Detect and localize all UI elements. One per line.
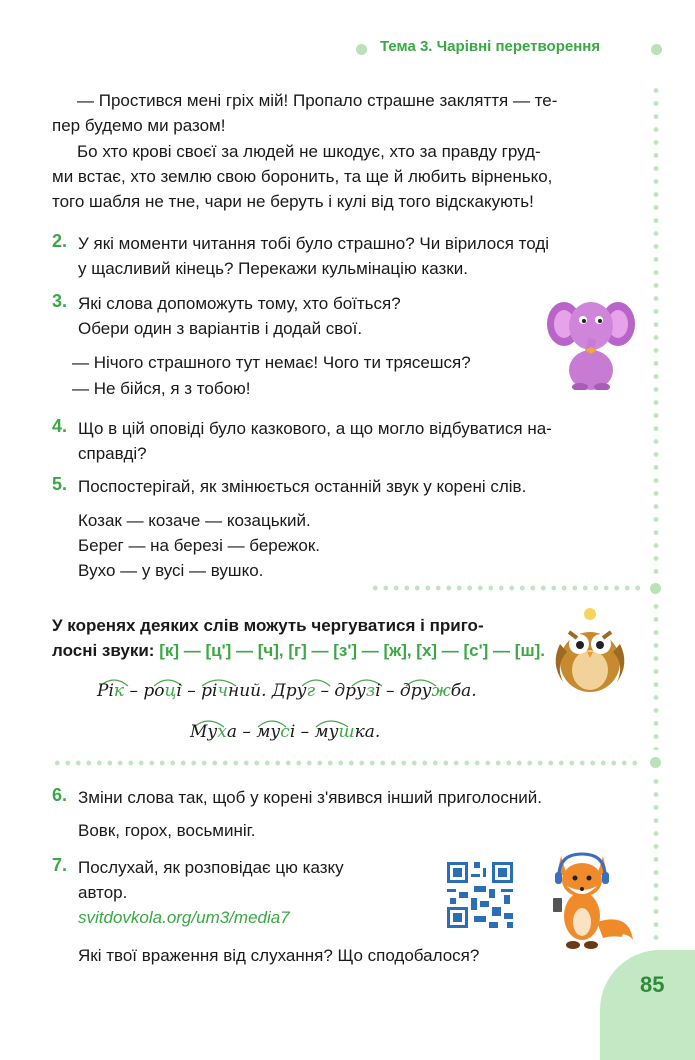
alternation-example-2: [190, 722, 380, 742]
task-3-line-2: Обери один з варіантів і додай свої.: [78, 319, 363, 338]
task-number-2: 2.: [52, 231, 68, 251]
header-dot-left: [356, 44, 367, 55]
task-number-3: 3.: [52, 291, 68, 311]
example-text: – ро: [124, 681, 165, 701]
rule-corner-dot-bottom: [650, 757, 661, 768]
task-7-line-2: автор.: [78, 883, 128, 902]
task-number-7: 7.: [52, 855, 68, 875]
rule-dotted-top: [370, 585, 645, 591]
example-text: і – му: [289, 722, 339, 742]
dotted-border-top: [653, 84, 659, 574]
fox-with-headphones-illustration: [537, 842, 637, 950]
intro-line-2: пер будемо ми разом!: [52, 116, 226, 135]
dotted-border-bottom: [653, 775, 659, 945]
example-text: і – рі: [176, 681, 218, 701]
page-corner-tab: [600, 950, 695, 1060]
intro-line-5: того шабля не тне, чари не беруть і кулі від того відскакують!: [52, 192, 534, 211]
intro-line-3: Бо хто крові своєї за людей не шкодує, хто за правду груд-: [77, 142, 541, 161]
task-2-line-2: у щасливий кінець? Перекажи кульмінацію казки.: [78, 259, 468, 278]
rule-sound-alternations: [к] — [ц'] — [ч], [г] — [з'] — [ж], [х] — [с'] — [ш].: [159, 641, 545, 660]
task-3-line-1: Які слова допоможуть тому, хто боїться?: [78, 294, 401, 313]
rule-corner-dot-top: [650, 583, 661, 594]
qr-code-icon[interactable]: [444, 859, 516, 931]
task-6-words: Вовк, горох, восьминіг.: [78, 821, 256, 840]
task-5-line-1: Поспостерігай, як змінюється останній звук у корені слів.: [78, 477, 527, 496]
task-7-line-3: Які твої враження від слухання? Що сподобалося?: [78, 946, 480, 965]
example-text: і – дру: [375, 681, 432, 701]
header-dot-right: [651, 44, 662, 55]
task-7-line-1: Послухай, як розповідає цю казку: [78, 858, 344, 877]
task-3-option-1: — Нічого страшного тут немає! Чого ти трясешся?: [72, 353, 471, 372]
task-number-5: 5.: [52, 474, 68, 494]
rule-line-2-prefix: лосні звуки:: [52, 641, 160, 660]
task-5-word-row-3: Вухо — у вусі — вушко.: [78, 561, 264, 580]
intro-line-1: — Простився мені гріх мій! Пропало страшне закляття — те-: [77, 91, 558, 110]
elephant-illustration: [546, 288, 636, 390]
example-text: а – му: [226, 722, 281, 742]
page-header: Тема 3. Чарівні перетворення: [380, 38, 601, 55]
owl-illustration: [545, 604, 635, 696]
task-number-4: 4.: [52, 416, 68, 436]
rule-dotted-bottom: [52, 760, 642, 766]
alternating-letter: с: [280, 722, 290, 742]
alternating-letter: з: [365, 681, 376, 701]
dotted-border-mid: [653, 600, 659, 750]
task-4-line-2: справді?: [78, 444, 147, 463]
task-number-6: 6.: [52, 785, 68, 805]
task-3-option-2: — Не бійся, я з тобою!: [72, 379, 251, 398]
task-5-word-row-2: Берег — на березі — бережок.: [78, 536, 320, 555]
example-text: Му: [190, 722, 218, 742]
task-6-line-1: Зміни слова так, щоб у корені з'явився інший приголосний.: [78, 788, 542, 807]
alternating-letter: ж: [431, 681, 451, 701]
alternating-letter: к: [113, 681, 125, 701]
rule-line-1: У коренях деяких слів можуть чергуватися і приго-: [52, 616, 484, 635]
alternating-letter: ч: [217, 681, 229, 701]
example-text: Рі: [97, 681, 114, 701]
media-link[interactable]: svitdovkola.org/um3/media7: [78, 908, 290, 927]
example-text: – дру: [315, 681, 366, 701]
example-text: ний. Дру: [228, 681, 307, 701]
alternating-letter: ш: [338, 722, 355, 742]
page-number: 85: [640, 972, 665, 997]
rule-line-2: [52, 638, 552, 663]
task-4-line-1: Що в цій оповіді було казкового, а що могло відбуватися на-: [78, 419, 552, 438]
alternation-example-1: [97, 681, 477, 701]
task-2-line-1: У які моменти читання тобі було страшно? Чи вірилося тоді: [78, 234, 550, 253]
alternating-letter: ц: [164, 681, 177, 701]
example-text: ка.: [354, 722, 381, 742]
alternating-letter: х: [217, 722, 227, 742]
alternating-letter: г: [306, 681, 316, 701]
example-text: ба.: [450, 681, 477, 701]
intro-line-4: ми встає, хто землю свою боронить, та ще й любить вірненько,: [52, 167, 553, 186]
task-5-word-row-1: Козак — козаче — козацький.: [78, 511, 311, 530]
